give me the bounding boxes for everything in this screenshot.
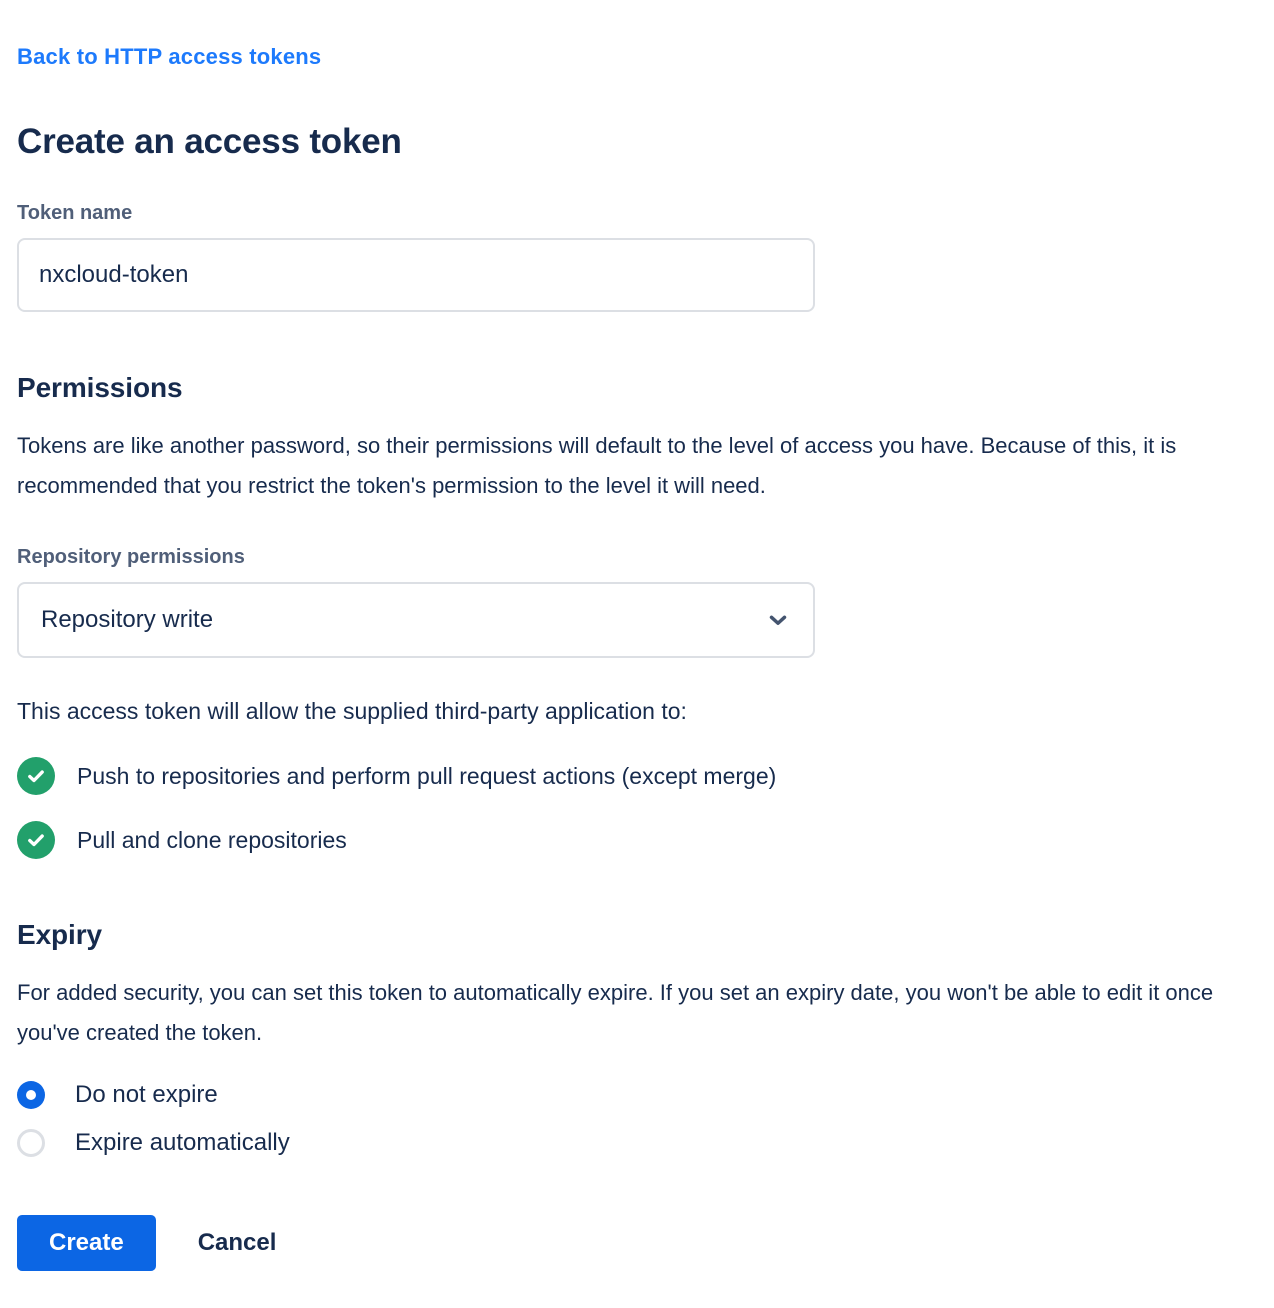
page-title: Create an access token	[17, 122, 402, 161]
radio-button-icon[interactable]	[17, 1129, 45, 1157]
check-icon	[17, 757, 55, 795]
capability-text: Pull and clone repositories	[77, 826, 347, 853]
repository-permissions-label: Repository permissions	[17, 546, 245, 568]
check-icon	[17, 821, 55, 859]
form-actions	[17, 1215, 1242, 1271]
token-allow-intro-text: This access token will allow the supplied third-party application to:	[17, 698, 687, 724]
cancel-button[interactable]: Cancel	[197, 1229, 277, 1256]
token-name-label: Token name	[17, 202, 133, 224]
radio-button-icon[interactable]	[17, 1081, 45, 1109]
repository-permissions-selected-value: Repository write	[41, 606, 214, 633]
radio-option-label: Expire automatically	[75, 1129, 290, 1156]
repository-permissions-select[interactable]	[17, 582, 815, 658]
create-button[interactable]: Create	[17, 1215, 156, 1271]
capability-item	[17, 821, 1242, 859]
capability-list	[17, 757, 1242, 859]
expiry-description: For added security, you can set this token to automatically expire. If you set an expiry date, you won't be able to edit it once you've created the token.	[17, 980, 1214, 1045]
chevron-down-icon	[765, 607, 791, 633]
radio-option-expire-automatically[interactable]	[17, 1129, 1242, 1157]
permissions-description: Tokens are like another password, so their permissions will default to the level of access you have. Because of this, it is recommended that you restrict the token's permission to the level it will need.	[17, 433, 1177, 498]
token-name-input[interactable]	[17, 238, 815, 312]
capability-text: Push to repositories and perform pull request actions (except merge)	[77, 762, 777, 789]
radio-option-do-not-expire[interactable]	[17, 1081, 1242, 1109]
radio-option-label: Do not expire	[75, 1081, 218, 1108]
expiry-radio-group	[17, 1081, 1242, 1157]
back-to-http-access-tokens-link[interactable]: Back to HTTP access tokens	[17, 44, 322, 69]
capability-item	[17, 757, 1242, 795]
permissions-heading: Permissions	[17, 372, 183, 403]
expiry-heading: Expiry	[17, 919, 102, 950]
